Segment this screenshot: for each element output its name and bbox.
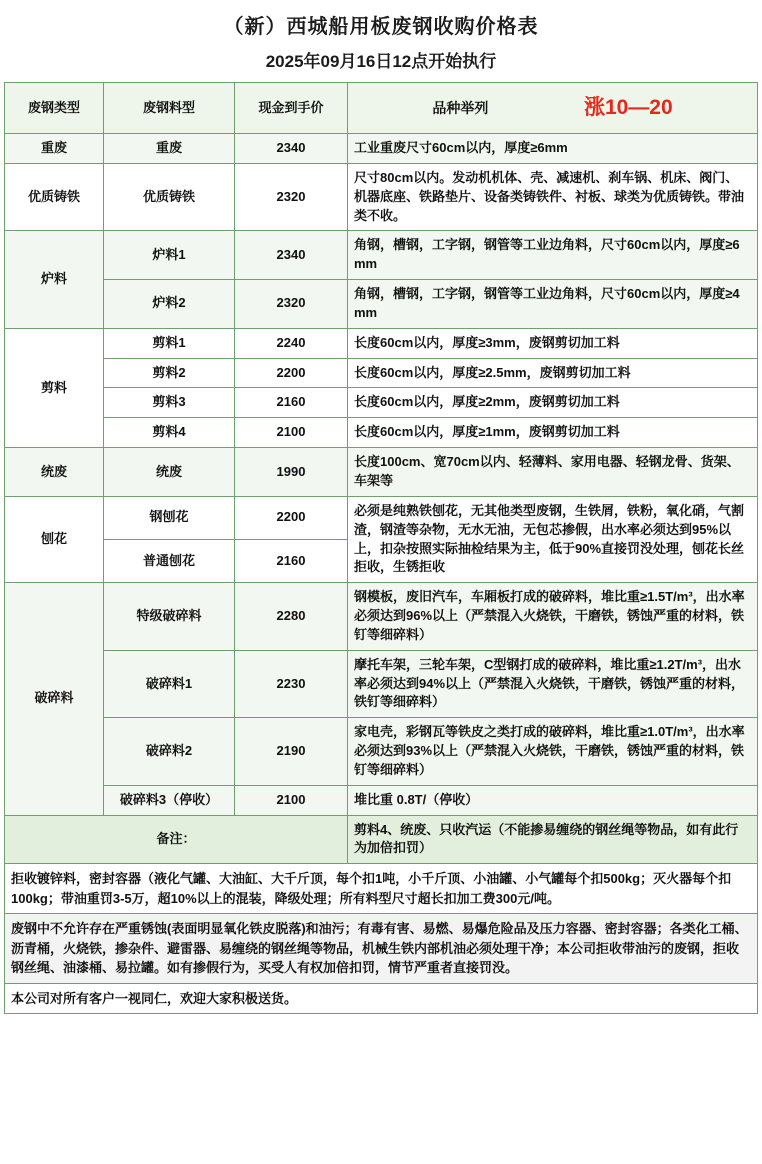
row-price: 2160 [235,388,348,418]
remark-text: 剪料4、统废、只收汽运（不能掺易缠绕的钢丝绳等物品，如有此行为加倍扣罚） [348,815,758,864]
row-desc: 长度60cm以内，厚度≥3mm，废钢剪切加工料 [348,328,758,358]
row-model: 破碎料1 [104,650,235,718]
table-row [5,388,758,418]
table-body [5,134,758,864]
table-row [5,650,758,718]
row-price: 2200 [235,496,348,539]
row-price: 2200 [235,358,348,388]
footer-note-1: 拒收镀锌料，密封容器（液化气罐、大油缸、大千斤顶，每个扣1吨，小千斤顶、小油罐、小气罐每个扣500kg；灭火器每个扣100kg；带油重罚3-5万，超10%以上的混装，降级处理；所有料型尺寸超长扣加工费300元/吨。 [4,864,758,914]
row-type: 刨花 [5,496,104,582]
row-model: 剪料3 [104,388,235,418]
effective-time-subtitle: 2025年09月16日12点开始执行 [265,52,497,71]
row-price: 2340 [235,231,348,280]
footer-notes [4,864,758,1014]
row-desc: 长度60cm以内，厚度≥2mm，废钢剪切加工料 [348,388,758,418]
table-row [5,163,758,231]
row-model: 普通刨花 [104,540,235,583]
row-desc: 长度60cm以内，厚度≥2.5mm，废钢剪切加工料 [348,358,758,388]
row-type: 重废 [5,134,104,164]
row-type: 破碎料 [5,583,104,815]
row-model: 炉料1 [104,231,235,280]
row-desc: 工业重废尺寸60cm以内，厚度≥6mm [348,134,758,164]
table-row [5,280,758,329]
row-price: 2230 [235,650,348,718]
row-model: 优质铸铁 [104,163,235,231]
row-desc: 家电壳，彩钢瓦等铁皮之类打成的破碎料，堆比重≥1.0T/m³，出水率必须达到93%以上（严禁混入火烧铁，干磨铁，锈蚀严重的材料，铁钉等细碎料） [348,718,758,786]
table-head [5,83,758,134]
row-price: 2240 [235,328,348,358]
row-model: 破碎料2 [104,718,235,786]
table-row [5,418,758,448]
row-desc: 钢模板，废旧汽车，车厢板打成的破碎料，堆比重≥1.5T/m³，出水率必须达到96%以上（严禁混入火烧铁，干磨铁，锈蚀严重的材料，铁钉等细碎料） [348,583,758,651]
table-row [5,785,758,815]
row-model: 特级破碎料 [104,583,235,651]
row-model: 炉料2 [104,280,235,329]
row-price: 2160 [235,540,348,583]
row-price: 2100 [235,418,348,448]
table-row [5,718,758,786]
row-type: 优质铸铁 [5,163,104,231]
table-header-row [5,83,758,134]
table-row [5,231,758,280]
row-desc: 长度100cm、宽70cm以内、轻薄料、家用电器、轻钢龙骨、货架、车架等 [348,448,758,497]
row-desc: 角钢，槽钢，工字钢，钢管等工业边角料，尺寸60cm以内，厚度≥6mm [348,231,758,280]
table-row [5,358,758,388]
price-change-badge: 涨10—20 [583,95,673,119]
row-model: 重废 [104,134,235,164]
row-type: 统废 [5,448,104,497]
price-table [4,82,758,864]
row-model: 剪料4 [104,418,235,448]
row-model: 钢刨花 [104,496,235,539]
table-row [5,134,758,164]
row-model: 剪料2 [104,358,235,388]
row-type: 炉料 [5,231,104,328]
footer-note-3: 本公司对所有客户一视同仁，欢迎大家积极送货。 [4,984,758,1015]
table-row [5,583,758,651]
row-price: 2100 [235,785,348,815]
row-type: 剪料 [5,328,104,447]
footer-note-2: 废钢中不允许存在严重锈蚀(表面明显氧化铁皮脱落)和油污；有毒有害、易燃、易爆危险品及压力容器、密封容器；各类化工桶、沥青桶，火烧铁，掺杂件、避雷器、易缠绕的钢丝绳等物品，机械生铁内部机油必须处理干净；本公司拒收带油污的废钢，拒收钢丝绳、油漆桶、易拉罐。如有掺假行为，买受人有权加倍扣罚，情节严重者直接罚没。 [4,914,758,984]
row-price: 2280 [235,583,348,651]
column-header-price: 现金到手价 [235,83,348,134]
page-title: （新）西城船用板废钢收购价格表 [223,16,539,38]
column-header-examples-label: 品种举列 [432,99,489,116]
row-desc: 长度60cm以内，厚度≥1mm，废钢剪切加工料 [348,418,758,448]
row-desc: 角钢，槽钢，工字钢，钢管等工业边角料，尺寸60cm以内，厚度≥4mm [348,280,758,329]
column-header-model: 废钢料型 [104,83,235,134]
row-price: 2340 [235,134,348,164]
row-price: 2190 [235,718,348,786]
row-model: 统废 [104,448,235,497]
remark-row [5,815,758,864]
table-row [5,496,758,539]
row-model: 剪料1 [104,328,235,358]
table-row [5,328,758,358]
row-model: 破碎料3（停收） [104,785,235,815]
row-price: 2320 [235,163,348,231]
column-header-examples [348,83,758,134]
row-desc: 必须是纯熟铁刨花，无其他类型废钢，生铁屑，铁粉，氧化硝，气割渣，钢渣等杂物，无水无油，无包芯掺假，出水率必须达到95%以上，扣杂按照实际抽检结果为主，低于90%直接罚没处理，刨花长丝拒收，生锈拒收 [348,496,758,582]
column-header-type: 废钢类型 [5,83,104,134]
remark-label: 备注： [5,815,348,864]
table-row [5,448,758,497]
row-desc: 堆比重 0.8T/（停收） [348,785,758,815]
row-desc: 摩托车架，三轮车架，C型钢打成的破碎料，堆比重≥1.2T/m³，出水率必须达到94%以上（严禁混入火烧铁，干磨铁，锈蚀严重的材料，铁钉等细碎料） [348,650,758,718]
row-price: 2320 [235,280,348,329]
row-price: 1990 [235,448,348,497]
row-desc: 尺寸80cm以内。发动机机体、壳、减速机、刹车锅、机床、阀门、机器底座、铁路垫片、设备类铸铁件、衬板、球类为优质铸铁。带油类不收。 [348,163,758,231]
